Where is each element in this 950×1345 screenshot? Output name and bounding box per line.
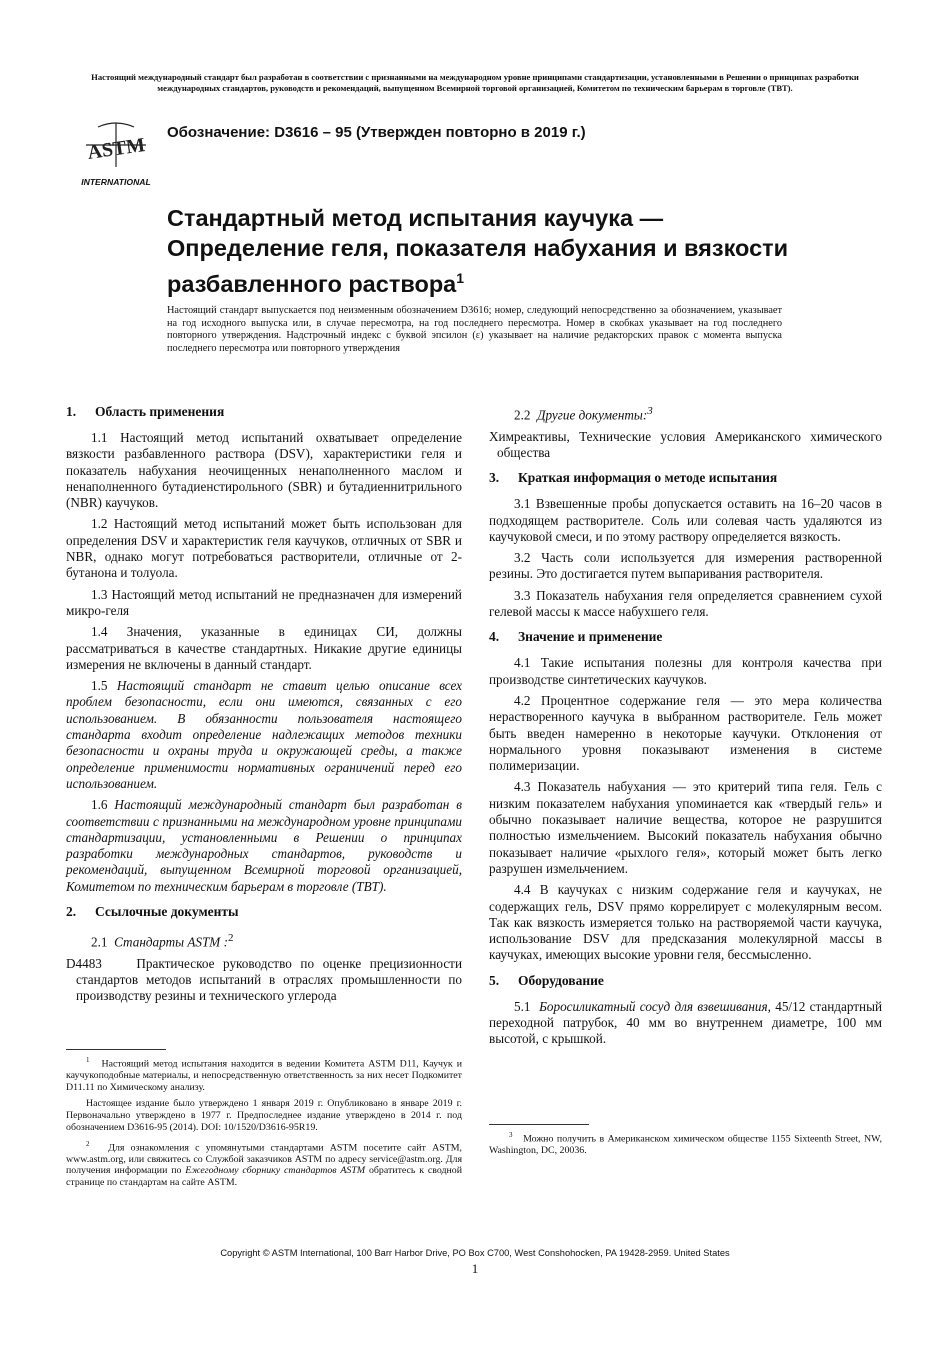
reference-code: D4483 xyxy=(66,955,102,971)
astm-logo xyxy=(76,117,156,189)
paragraph-3-1: 3.1 Взвешенные пробы допускается оставить на 16–20 часов в подходящем растворителе. Соль или солевая часть удаляются из каучуковой смеси, и по этому раствору определяется вязкость. xyxy=(489,496,882,544)
reference-d4483 xyxy=(66,956,462,1005)
paragraph-2-1: 2.1 Стандарты ASTM :$^2$ xyxy=(91,932,234,950)
footnote-divider xyxy=(66,1049,166,1050)
footnotes-left xyxy=(66,1049,462,1193)
paragraph-5-1: 5.1 Боросиликатный сосуд для взвешивания, 45/12 стандартный переходной патрубок, 40 мм во внутреннем диаметре, 100 мм высотой, с крышкой. xyxy=(489,998,882,1047)
paragraph-1-6: 1.6 Настоящий международный стандарт был разработан в соответствии с признанными на международном уровне принципами стандартизации, установленными в Решении о принципах разработки международных стандартов, руководств и рекомендаций, выпущенном Всемирной торговой организацией, Комитетом по техническим барьерам в торговле (TBT). xyxy=(66,797,463,894)
page-number: 1 xyxy=(471,1261,479,1276)
section-1-heading: 1. Область применения xyxy=(66,404,225,419)
paragraph-1-5: 1.5 Настоящий стандарт не ставит целью описание всех проблем безопасности, если они имеются, связанных с его использованием. В обязанности пользователя настоящего стандарта входит определение надлежащих методов техники безопасности и охраны труда и окружающей среды, а также определение применимости нормативных ограничений перед его использованием. xyxy=(66,678,462,791)
logo-text: ASTM xyxy=(86,134,147,164)
reference-text: Практическое руководство по оценке прецизионности стандартов методов испытаний в отраслях промышленности по производству резины и технического углерода xyxy=(76,955,462,1004)
copyright-line: Copyright © ASTM International, 100 Barr Harbor Drive, PO Box C700, West Conshohocken, PA 19428-2959. United States xyxy=(220,1248,730,1258)
footnotes-right xyxy=(489,1124,882,1161)
section-4-heading: 4. Значение и применение xyxy=(489,629,663,645)
header-note: Настоящий международный стандарт был разработан в соответствии с признанными на международном уровне принципами стандартизации, установленными в Решении о принципах разработки международных стандартов, руководств и рекомендаций, выпущенном Всемирной торговой организацией, Комитетом по техническим барьерам в торговле (ТВТ). xyxy=(91,72,859,93)
intro-paragraph: Настоящий стандарт выпускается под неизменным обозначением D3616; номер, следующий непосредственно за обозначением, указывает на год исходного выпуска или, в случае пересмотра, на год последнего пересмотра. Номер в скобках указывает на год последнего повторного утверждения. Надстрочный индекс с буквой эпсилон (ε) указывает на наличие редакторских правок с момента выпуска последнего пересмотра или повторного утверждения xyxy=(167,305,782,354)
section-5-heading: 5. Оборудование xyxy=(489,972,604,988)
paragraph-2-2: 2.2 Другие документы:$^3$ xyxy=(514,405,653,423)
designation: Обозначение: D3616 – 95 (Утвержден повторно в 2019 г.) xyxy=(167,124,586,141)
paragraph-4-4: 4.4 В каучуках с низким содержание геля и каучуках, не содержащих гель, DSV прямо коррелирует с молекулярным весом. Так как вязкость измеряется только на растворяемой части каучука, использование DSV для предсказания молекулярной массы в каучуках, имеющих высокие уровни геля, бессмысленно. xyxy=(489,882,882,963)
footnote-divider xyxy=(489,1124,589,1125)
right-column xyxy=(489,403,882,1053)
footnote-2: $^2$ Для ознакомления с упомянутыми стандартами ASTM посетите сайт ASTM, www.astm.org, или свяжитесь со Службой заказчиков ASTM по адресу service@astm.org. Для получения информации по Ежегодному сборнику стандартов ASTM обратитесь к сводной странице по стандартам на сайте ASTM. xyxy=(66,1139,463,1188)
paragraph-4-1: 4.1 Такие испытания полезны для контроля качества при производстве синтетических каучуков. xyxy=(489,655,882,687)
title-footnote-mark: 1 xyxy=(456,270,465,286)
footnote-1: $^1$ Настоящий метод испытания находится в ведении Комитета ASTM D11, Каучук и каучукоподобные материалы, и непосредственную ответственность за них несет Подкомитет D11.11 по Химическому анализу. xyxy=(66,1056,463,1093)
document-title: Стандартный метод испытания каучука — Определение геля, показателя набухания и вязкости разбавленного раствора$^1$ xyxy=(167,205,789,297)
paragraph-1-4: 1.4 Значения, указанные в единицах СИ, должны рассматриваться в качестве стандартных. Никакие другие единицы измерения не включены в данный стандарт. xyxy=(66,624,462,672)
paragraph-1-3: 1.3 Настоящий метод испытаний не предназначен для измерений микро-геля xyxy=(66,586,462,618)
paragraph-2-2-text: Химреактивы, Технические условия Американского химического общества xyxy=(489,428,882,460)
paragraph-3-3: 3.3 Показатель набухания геля определяется сравнением сухой гелевой массы к массе набухшего геля. xyxy=(489,587,882,620)
logo-subtitle: INTERNATIONAL xyxy=(81,177,151,187)
paragraph-4-3: 4.3 Показатель набухания — это критерий типа геля. Гель с низким показателем набухания упоминается как «твердый гель» и обычно показывает наличие вещества, которое не разрушится полностью измельчением. Высокий показатель набухания обычно показывает наличие «рыхлого геля», который может быть легко разрушен измельчением. xyxy=(489,779,882,876)
footnote-3: $^3$ Можно получить в Американском химическом обществе 1155 Sixteenth Street, NW, Washington, DC, 20036. xyxy=(489,1131,882,1156)
paragraph-3-2: 3.2 Часть соли используется для измерения растворенной резины. Это достигается путем выпаривания растворителя. xyxy=(489,550,882,582)
section-3-heading: 3. Краткая информация о методе испытания xyxy=(489,470,778,486)
footnote-1-edition: Настоящее издание было утверждено 1 января 2019 г. Опубликовано в январе 2019 г. Первоначально утверждено в 1977 г. Предпоследнее издание утверждено в 2014 г. под обозначением D3616-95 (2014). DOI: 10/1520/D3616-95R19. xyxy=(66,1098,462,1133)
section-2-heading: 2. Ссылочные документы xyxy=(66,904,239,920)
paragraph-1-1: 1.1 Настоящий метод испытаний охватывает определение вязкости разбавленного раствора (DSV), характеристики геля и показатель набухания неочищенных ненаполненного маслом и ненаполненного бутадиенстирольного (SBR) и бутадиеннитрильного (NBR) каучуков. xyxy=(66,430,462,511)
paragraph-1-2: 1.2 Настоящий метод испытаний может быть использован для определения DSV и характеристик геля каучуков, отличных от SBR и NBR, однако могут потребоваться растворители, отличные от 2-бутанона и толуола. xyxy=(66,516,462,581)
left-column xyxy=(66,404,462,1010)
paragraph-4-2: 4.2 Процентное содержание геля — это мера количества нерастворенного каучука в выбранном растворителе. Гель может быть введен намеренно в некоторые каучуки. Отклонения от нормального уровня показывают изменения в системе полимеризации. xyxy=(489,692,882,774)
